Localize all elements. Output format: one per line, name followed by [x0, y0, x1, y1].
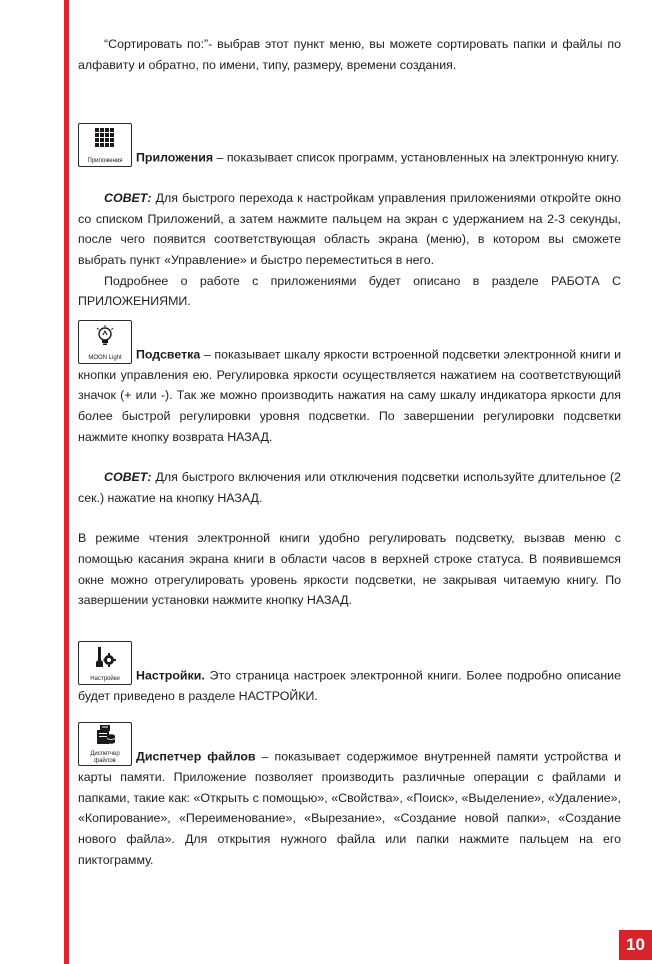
tip1-paragraph [78, 188, 621, 270]
tip1-text: Для быстрого перехода к настройкам управления приложениями откройте окно со списком Приложений, а затем нажмите пальцем на экран с удержанием на 2-3 секунды, после чего появится соответствующая область экрана (меню), в котором вы сможете выбрать пункт «Управление» и быстро переместиться в него. [78, 191, 621, 267]
apps-title: Приложения [136, 150, 214, 165]
backlight-icon-label: MOON Light [88, 354, 122, 361]
left-accent-bar [64, 0, 69, 964]
backlight-text: – показывает шкалу яркости встроенной подсветки электронной книги и кнопки управления ею. Регулировка яркости осуществляется нажатием на соответствующий значок (+ или -). Так же можно производить нажатия на саму шкалу индикатора яркости для более быстрой регулировки уровня подсветки. По завершении регулировки подсветки нажмите кнопку возврата НАЗАД. [78, 347, 621, 444]
document-body [78, 34, 621, 870]
apps-icon-label: Приложения [87, 158, 123, 165]
grid-icon [95, 128, 115, 148]
filemanager-paragraph [78, 722, 621, 870]
tip1-label: СОВЕТ: [104, 191, 152, 206]
filemanager-icon-label [79, 751, 131, 765]
apps-paragraph [78, 123, 621, 168]
tip2-text: Для быстрого включения или отключения подсветки используйте длительное (2 сек.) нажатие на кнопку НАЗАД. [78, 470, 621, 505]
settings-title: Настройки. [136, 668, 205, 683]
settings-text: Это страница настроек электронной книги. Более подробно описание будет приведено в разделе НАСТРОЙКИ. [78, 668, 621, 703]
tip2-paragraph [78, 467, 621, 508]
file-manager-icon [94, 725, 116, 745]
sort-paragraph: “Сортировать по:”- выбрав этот пункт меню, вы можете сортировать папки и файлы по алфавиту и обратно, по имени, типу, размеру, времени создания. [78, 37, 621, 72]
apps-text: – показывает список программ, установленных на электронную книгу. [213, 150, 620, 165]
filemanager-icon-label-line2: файлов [94, 758, 116, 765]
apps-icon-box [78, 123, 132, 167]
tools-gear-icon [94, 646, 116, 668]
reading-paragraph: В режиме чтения электронной книги удобно регулировать подсветку, вызвав меню с помощью касания экрана книги в области часов в верхней строке статуса. В появившемся окне можно отрегулировать уровень яркости подсветки, не закрывая читаемую книгу. По завершении установки нажмите кнопку НАЗАД. [78, 531, 621, 608]
filemanager-icon-label-line1: Диспетчер [90, 751, 120, 758]
settings-paragraph [78, 641, 621, 707]
more-apps-paragraph: Подробнее о работе с приложениями будет описано в разделе РАБОТА С ПРИЛОЖЕНИЯМИ. [78, 273, 621, 309]
page-number-badge: 10 [619, 930, 652, 960]
backlight-icon-box [78, 320, 132, 364]
filemanager-icon-box [78, 722, 132, 766]
filemanager-title: Диспетчер файлов [136, 749, 256, 764]
tip2-label: СОВЕТ: [104, 470, 152, 485]
backlight-title: Подсветка [136, 347, 201, 362]
settings-icon-label: Настройки [90, 675, 120, 682]
backlight-paragraph [78, 320, 621, 447]
settings-icon-box [78, 641, 132, 685]
lightbulb-icon [95, 325, 115, 347]
filemanager-text: – показывает содержимое внутренней памяти устройства и карты памяти. Приложение позволяет производить различные операции с файлами и папками, такие как: «Открыть с помощью», «Свойства», «Поиск», «Выделение», «Удаление», «Копирование», «Переименование», «Вырезание», «Создание новой папки», «Создание нового файла». Для открытия нужного файла или папки нажмите пальцем на его пиктограмму. [78, 749, 621, 867]
